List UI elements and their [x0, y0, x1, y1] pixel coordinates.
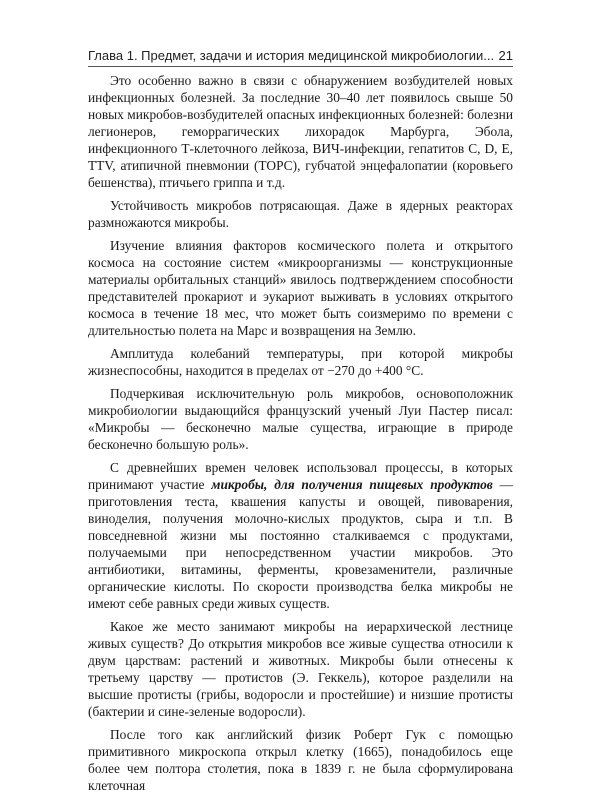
paragraph-6	[88, 459, 513, 612]
emphasized-phrase: микробы, для получения пищевых продуктов	[211, 477, 493, 492]
page-number: 21	[498, 48, 513, 63]
chapter-title: Глава 1. Предмет, задачи и история медицинской микробиологии...	[88, 48, 495, 63]
paragraph-8: После того как английский физик Роберт Гук с помощью примитивного микроскопа открыл клетку (1665), понадобилось еще более чем полтора столетия, пока в 1839 г. не была сформулирована клеточная	[88, 727, 513, 793]
paragraph-5: Подчеркивая исключительную роль микробов, основоположник микробиологии выдающийся французский ученый Луи Пастер писал: «Микробы — бесконечно малые существа, играющие в природе бесконечно большую роль».	[88, 386, 513, 452]
paragraph-6-before: С древнейших времен человек использовал процессы, в которых принимают участие	[88, 460, 513, 492]
paragraph-4: Амплитуда колебаний температуры, при которой микробы жизнеспособны, находится в пределах от −270 до +400 °С.	[88, 346, 513, 378]
paragraph-6-after: — приготовления теста, квашения капусты и овощей, пивоварения, виноделия, получения молочно-кислых продуктов, сыра и т.п. В повседневной жизни мы постоянно сталкиваемся с продуктами, получаемыми при непосредственном участии микробов. Это антибиотики, витамины, ферменты, кровезаменители, различные органические кислоты. По скорости производства белка микробы не имеют себе равных среди живых существ.	[88, 477, 513, 611]
paragraph-2: Устойчивость микробов потрясающая. Даже в ядерных реакторах размножаются микробы.	[88, 198, 513, 230]
paragraph-1: Это особенно важно в связи с обнаружением возбудителей новых инфекционных болезней. За последние 30–40 лет появилось свыше 50 новых микробов-возбудителей опасных инфекционных болезней: болезни легионеров, геморрагических лихорадок Марбурга, Эбола, инфекционного Т-клеточного лейкоза, ВИЧ-инфекции, гепатитов С, D, E, TTV, атипичной пневмонии (ТОРС), губчатой энцефалопатии (коровьего бешенства), птичьего гриппа и т.д.	[88, 73, 513, 190]
paragraph-3: Изучение влияния факторов космического полета и открытого космоса на состояние систем «микроорганизмы — конструкционные материалы орбитальных станций» явилось подтверждением способности представителей прокариот и эукариот выживать в условиях открытого космоса в течение 18 мес, что может быть соизмеримо по времени с длительностью полета на Марс и возвращения на Землю.	[88, 238, 513, 338]
paragraph-7: Какое же место занимают микробы на иерархической лестнице живых существ? До открытия микробов все живые существа относили к двум царствам: растений и животных. Микробы были отнесены к третьему царству — протистов (Э. Геккель), которое разделили на высшие протисты (грибы, водоросли и простейшие) и низшие протисты (бактерии и сине-зеленые водоросли).	[88, 619, 513, 719]
running-header	[88, 44, 513, 64]
body-text	[88, 72, 513, 800]
header-rule	[88, 66, 513, 67]
